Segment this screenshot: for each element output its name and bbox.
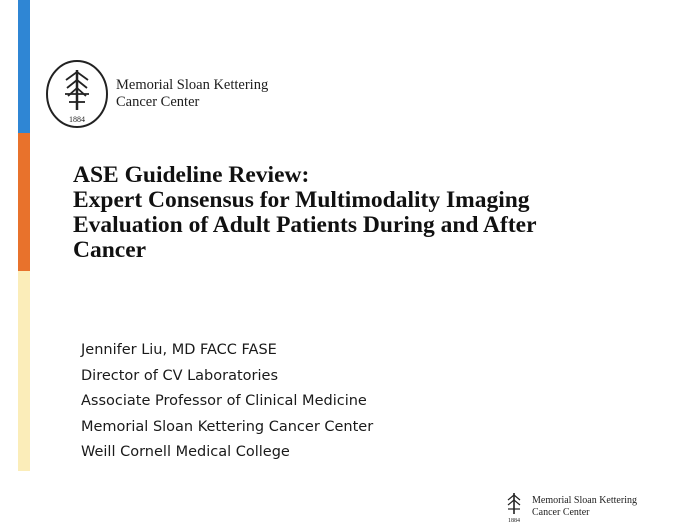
svg-text:1884: 1884 xyxy=(69,115,85,124)
title-line-4: Cancer xyxy=(73,237,147,263)
accent-stripe-yellow xyxy=(18,271,30,471)
logo-wordmark xyxy=(116,77,268,111)
logo-name-line2: Cancer Center xyxy=(116,94,200,110)
presenter-position: Associate Professor of Clinical Medicine xyxy=(81,393,367,409)
msk-seal-icon xyxy=(44,58,110,130)
msk-seal-small-icon xyxy=(502,490,526,524)
msk-logo-footer xyxy=(502,490,637,524)
presenter-name: Jennifer Liu, MD FACC FASE xyxy=(81,342,277,358)
title-line-1: ASE Guideline Review: xyxy=(73,162,310,188)
msk-logo xyxy=(44,58,268,130)
logo-name-line1: Memorial Sloan Kettering xyxy=(116,77,269,93)
presenter-institution-1: Memorial Sloan Kettering Cancer Center xyxy=(81,418,374,435)
accent-stripe-orange xyxy=(18,133,30,271)
presenter-institution-2: Weill Cornell Medical College xyxy=(81,444,290,460)
presenter-info xyxy=(81,338,373,466)
accent-stripe-blue xyxy=(18,0,30,133)
title-line-2: Expert Consensus for Multimodality Imaging xyxy=(73,187,530,213)
presenter-role: Director of CV Laboratories xyxy=(81,367,279,384)
svg-text:1884: 1884 xyxy=(508,518,520,524)
slide-title xyxy=(73,163,673,263)
footer-logo-line2: Cancer Center xyxy=(532,507,590,518)
footer-logo-line1: Memorial Sloan Kettering xyxy=(532,495,637,506)
footer-logo-wordmark xyxy=(532,495,637,519)
title-line-3: Evaluation of Adult Patients During and After xyxy=(73,212,537,238)
